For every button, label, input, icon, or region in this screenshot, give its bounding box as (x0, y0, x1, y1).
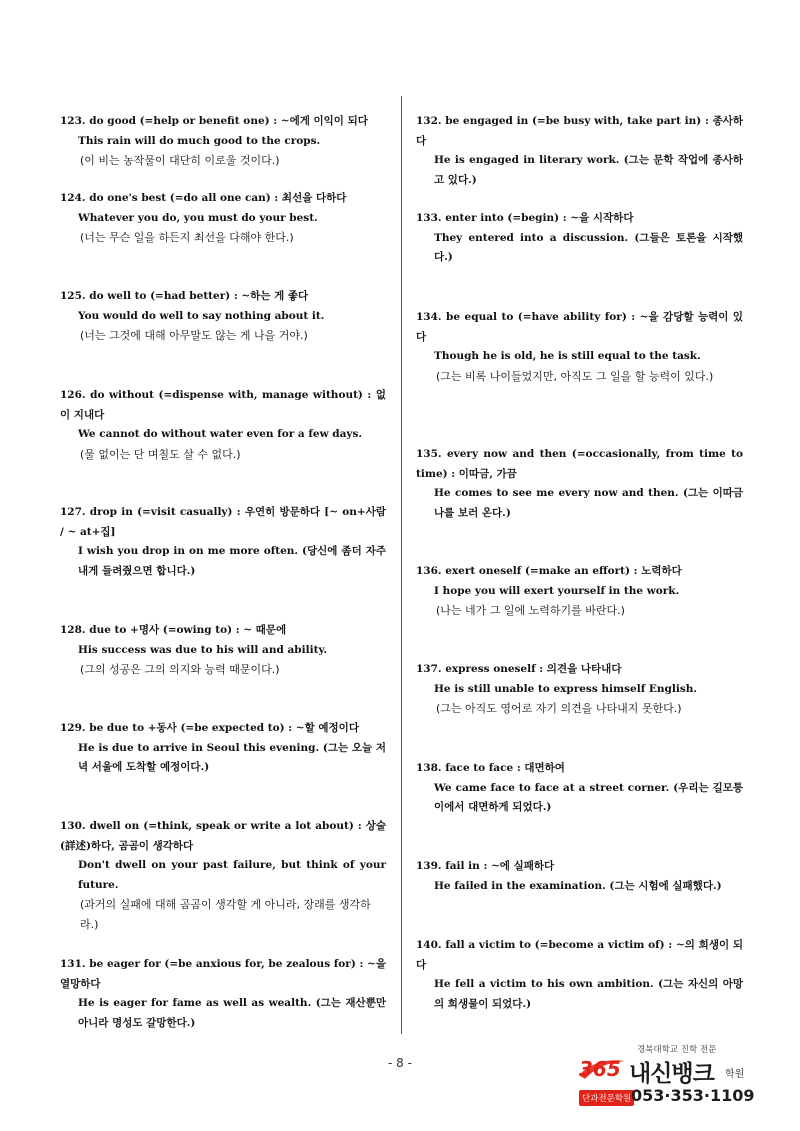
logo-badge: 단과전문학원 (579, 1090, 634, 1106)
logo-phone: 053·353·1109 (631, 1086, 755, 1105)
entry-125 (60, 287, 386, 346)
entry-example: This rain will do much good to the crops. (78, 134, 321, 147)
entry-example: Though he is old, he is still equal to the task. (434, 350, 701, 362)
entry-heading: 128. due to +명사 (=owing to) : ~ 때문에 (60, 624, 287, 636)
entry-example: They entered into a discussion. (그들은 토론을 시작했다.) (434, 231, 743, 263)
entry-131 (60, 955, 386, 1033)
logo-name: 내신뱅크 (629, 1061, 714, 1087)
entry-example: He comes to see me every now and then. (그는 이따금 나를 보러 온다.) (434, 487, 743, 519)
entry-example: He fell a victim to his own ambition. (그는 자신의 아망의 희생물이 되었다.) (434, 978, 743, 1010)
academy-logo (577, 1043, 755, 1113)
entry-example: We cannot do without water even for a few days. (78, 428, 363, 440)
entry-translation: (그는 비록 나이들었지만, 아직도 그 일을 할 능력이 있다.) (436, 369, 714, 383)
entry-heading: 139. fail in : ~에 실패하다 (416, 860, 555, 872)
logo-mark: 365 (579, 1057, 621, 1081)
page-number: - 8 - (388, 1056, 412, 1070)
entry-example: I wish you drop in on me more often. (당신에 좀더 자주 내게 들려줬으면 합니다.) (78, 545, 386, 577)
entry-translation: (과거의 실패에 대해 곰곰이 생각할 게 아니라, 장래를 생각하라.) (80, 898, 371, 931)
entry-example: He is due to arrive in Seoul this evening. (그는 오늘 저녁 서울에 도착할 예정이다.) (78, 741, 386, 773)
entry-heading: 140. fall a victim to (=become a victim of) : ~의 희생이 되다 (416, 939, 743, 971)
entry-136 (416, 562, 743, 621)
entry-heading: 133. enter into (=begin) : ~을 시작하다 (416, 212, 634, 224)
entry-example: Whatever you do, you must do your best. (78, 211, 318, 224)
entry-heading: 131. be eager for (=be anxious for, be zealous for) : ~을 열망하다 (60, 958, 386, 990)
entry-127 (60, 503, 386, 581)
entry-heading: 137. express oneself : 의견을 나타내다 (416, 663, 622, 675)
column-divider (401, 96, 402, 1034)
entry-134 (416, 308, 743, 386)
entry-130 (60, 817, 386, 934)
entry-heading: 123. do good (=help or benefit one) : ~에게 이익이 되다 (60, 115, 368, 127)
entry-example: We came face to face at a street corner. (우리는 길모퉁이에서 대면하게 되었다.) (434, 781, 743, 813)
entry-heading: 126. do without (=dispense with, manage without) : 없이 지내다 (60, 389, 386, 421)
entry-translation: (너는 무슨 일을 하든지 최선을 다해야 한다.) (80, 231, 294, 244)
entry-129 (60, 719, 386, 778)
entry-heading: 136. exert oneself (=make an effort) : 노력하다 (416, 565, 682, 577)
entry-translation: (그는 아직도 영어로 자기 의견을 나타내지 못한다.) (436, 702, 682, 715)
entry-139 (416, 857, 743, 896)
entry-128 (60, 621, 386, 680)
entry-translation: (너는 그것에 대해 아무말도 않는 게 나을 거야.) (80, 329, 308, 342)
entry-example: He is engaged in literary work. (그는 문학 작업에 종사하고 있다.) (434, 154, 743, 186)
entry-138 (416, 759, 743, 818)
entry-123 (60, 112, 386, 171)
entry-translation: (나는 네가 그 일에 노력하기를 바란다.) (436, 604, 625, 617)
entry-heading: 129. be due to +동사 (=be expected to) : ~할 예정이다 (60, 722, 359, 734)
entry-translation: (그의 성공은 그의 의지와 능력 때문이다.) (80, 663, 280, 676)
entry-126 (60, 386, 386, 464)
entry-example: His success was due to his will and ability. (78, 643, 327, 656)
entry-132 (416, 112, 743, 190)
entry-heading: 132. be engaged in (=be busy with, take part in) : 종사하다 (416, 115, 743, 147)
entry-example: I hope you will exert yourself in the work. (434, 584, 680, 597)
entry-example: He is eager for fame as well as wealth. (그는 재산뿐만 아니라 명성도 갈망한다.) (78, 997, 386, 1029)
logo-suffix: 학원 (725, 1069, 745, 1080)
entry-133 (416, 209, 743, 268)
entry-124 (60, 189, 386, 248)
entry-heading: 130. dwell on (=think, speak or write a lot about) : 상술(詳述)하다, 곰곰이 생각하다 (60, 820, 386, 852)
entry-example: Don't dwell on your past failure, but think of your future. (78, 859, 386, 891)
entry-heading: 125. do well to (=had better) : ~하는 게 좋다 (60, 290, 309, 302)
entry-140 (416, 936, 743, 1014)
entry-137 (416, 660, 743, 719)
entry-heading: 135. every now and then (=occasionally, from time to time) : 이따금, 가끔 (416, 448, 743, 480)
logo-subtitle: 경북대학교 진학 전문 (637, 1045, 717, 1055)
entry-example: You would do well to say nothing about it. (78, 309, 325, 322)
entry-heading: 138. face to face : 대면하여 (416, 762, 565, 774)
entry-heading: 124. do one's best (=do all one can) : 최선을 다하다 (60, 192, 347, 204)
entry-heading: 134. be equal to (=have ability for) : ~을 감당할 능력이 있다 (416, 311, 743, 343)
entry-heading: 127. drop in (=visit casually) : 우연히 방문하다 [~ on+사람 / ~ at+집] (60, 506, 386, 538)
entry-example: He is still unable to express himself English. (434, 682, 698, 695)
entry-135 (416, 445, 743, 523)
entry-example: He failed in the examination. (그는 시험에 실패했다.) (434, 879, 722, 892)
entry-translation: (이 비는 농작물이 대단히 이로울 것이다.) (80, 154, 280, 167)
entry-translation: (물 없이는 단 며칠도 살 수 없다.) (80, 447, 241, 461)
